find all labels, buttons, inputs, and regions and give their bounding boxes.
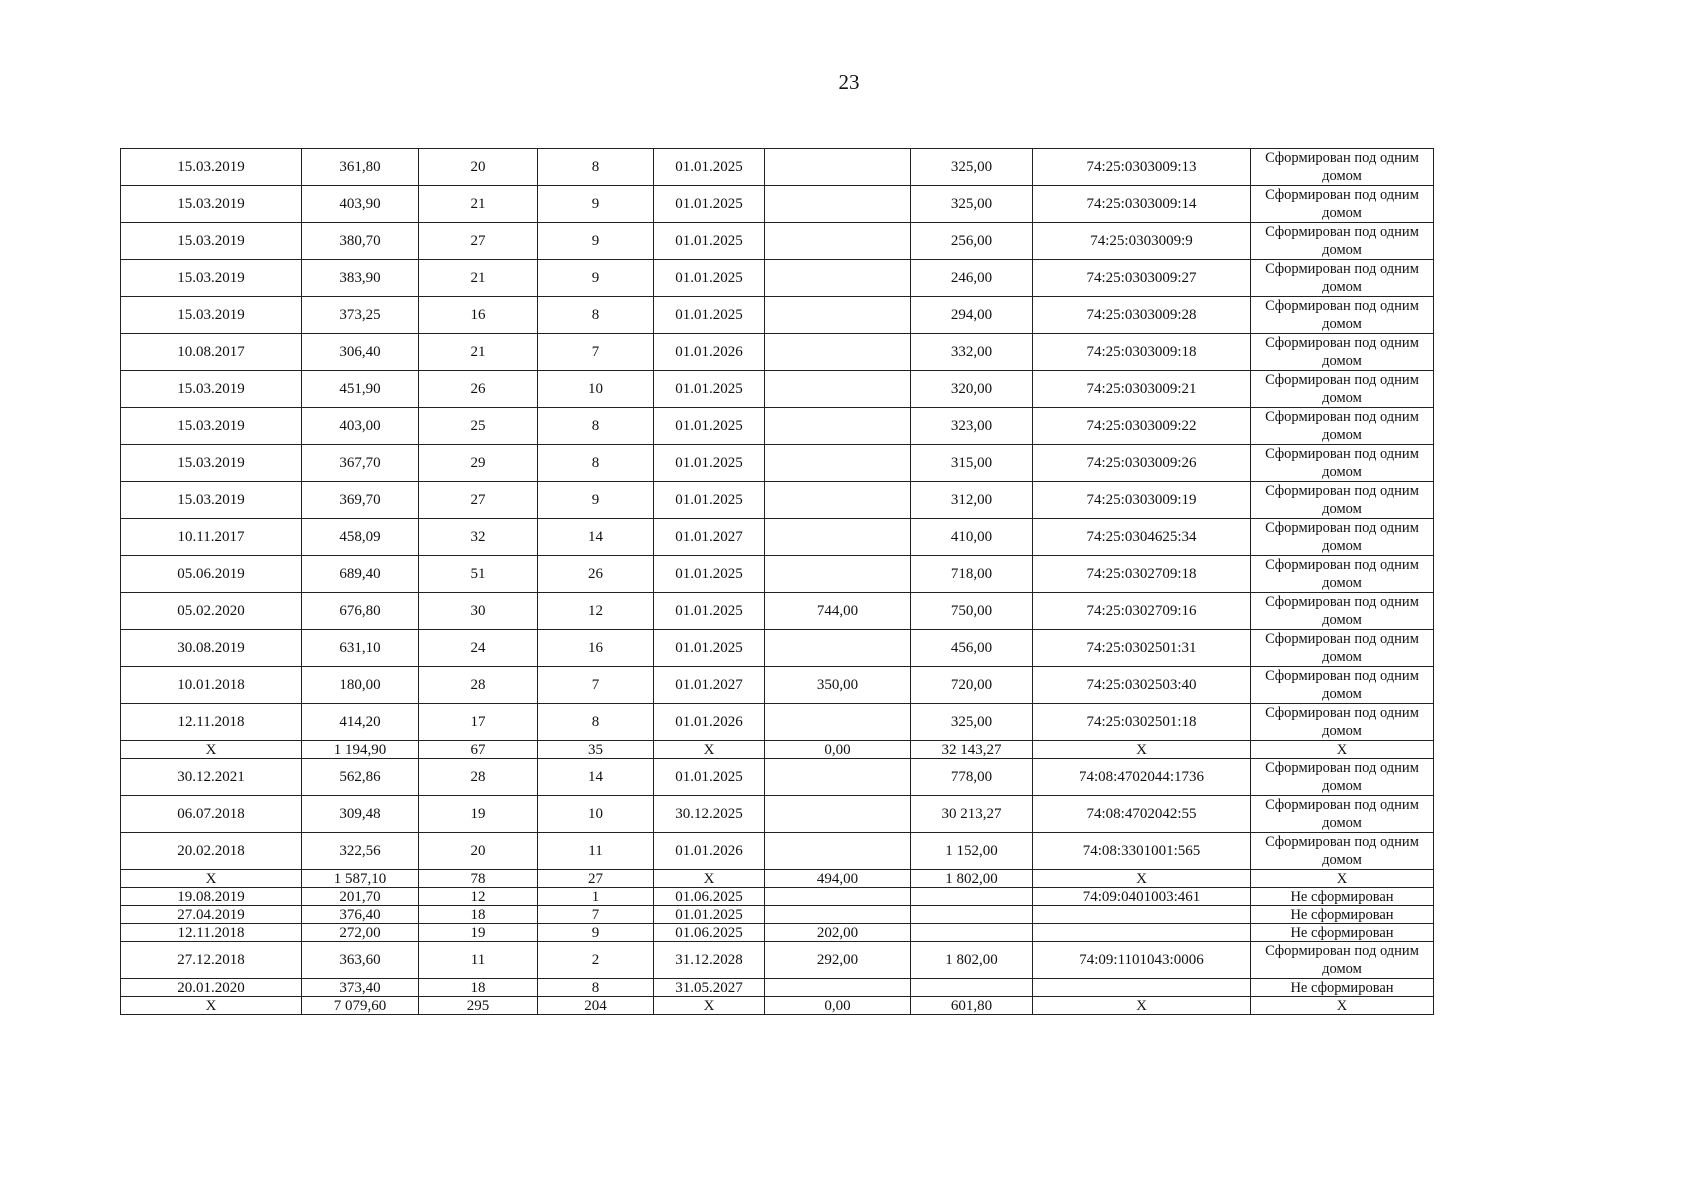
cell-count-a: 78 — [419, 870, 538, 888]
table-row — [121, 667, 1434, 704]
cell-status: Сформирован под одним домом — [1251, 796, 1434, 833]
cell-count-a: 28 — [419, 759, 538, 796]
cell-count-b: 14 — [538, 519, 654, 556]
cell-amount — [765, 888, 911, 906]
cell-date: 15.03.2019 — [121, 260, 302, 297]
cell-deadline: 01.01.2027 — [654, 667, 765, 704]
table-row — [121, 445, 1434, 482]
cell-value: 601,80 — [911, 997, 1033, 1015]
cell-count-a: 17 — [419, 704, 538, 741]
cell-date: 27.12.2018 — [121, 942, 302, 979]
cell-value: 312,00 — [911, 482, 1033, 519]
cell-date: 15.03.2019 — [121, 482, 302, 519]
cell-value: 30 213,27 — [911, 796, 1033, 833]
cell-amount — [765, 371, 911, 408]
cell-area: 201,70 — [302, 888, 419, 906]
cell-date: 10.08.2017 — [121, 334, 302, 371]
cell-deadline: X — [654, 997, 765, 1015]
page-number: 23 — [838, 70, 860, 94]
cell-count-b: 7 — [538, 334, 654, 371]
cell-status: Сформирован под одним домом — [1251, 186, 1434, 223]
cell-deadline: 01.01.2025 — [654, 371, 765, 408]
table-row — [121, 796, 1434, 833]
cell-deadline: 01.01.2025 — [654, 186, 765, 223]
cell-date: 15.03.2019 — [121, 371, 302, 408]
cell-area: 676,80 — [302, 593, 419, 630]
cell-area: 376,40 — [302, 906, 419, 924]
cell-deadline: 01.01.2025 — [654, 593, 765, 630]
cell-date: 15.03.2019 — [121, 223, 302, 260]
cell-count-a: 27 — [419, 223, 538, 260]
cell-deadline: 01.06.2025 — [654, 924, 765, 942]
cell-count-b: 1 — [538, 888, 654, 906]
cell-cadastral-number: 74:25:0303009:22 — [1033, 408, 1251, 445]
cell-count-b: 8 — [538, 149, 654, 186]
cell-count-a: 27 — [419, 482, 538, 519]
cell-status: Сформирован под одним домом — [1251, 334, 1434, 371]
cell-date: 19.08.2019 — [121, 888, 302, 906]
cell-deadline: 01.01.2025 — [654, 297, 765, 334]
cell-amount: 350,00 — [765, 667, 911, 704]
cell-value: 325,00 — [911, 149, 1033, 186]
cell-date: 20.01.2020 — [121, 979, 302, 997]
table-row — [121, 482, 1434, 519]
cell-date: 20.02.2018 — [121, 833, 302, 870]
cell-amount — [765, 630, 911, 667]
cell-cadastral-number: 74:25:0303009:18 — [1033, 334, 1251, 371]
cell-count-a: 20 — [419, 833, 538, 870]
cell-count-a: 12 — [419, 888, 538, 906]
table-row — [121, 759, 1434, 796]
cell-area: 306,40 — [302, 334, 419, 371]
cell-count-a: 20 — [419, 149, 538, 186]
cell-date: 05.06.2019 — [121, 556, 302, 593]
cell-count-a: 11 — [419, 942, 538, 979]
cell-count-a: 25 — [419, 408, 538, 445]
table-row — [121, 408, 1434, 445]
cell-count-a: 24 — [419, 630, 538, 667]
cell-status: Сформирован под одним домом — [1251, 833, 1434, 870]
cell-amount: 0,00 — [765, 741, 911, 759]
cell-amount — [765, 796, 911, 833]
cell-count-a: 21 — [419, 186, 538, 223]
cell-date: 30.08.2019 — [121, 630, 302, 667]
cell-area: 451,90 — [302, 371, 419, 408]
cell-count-b: 27 — [538, 870, 654, 888]
cell-status: X — [1251, 741, 1434, 759]
cell-area: 403,00 — [302, 408, 419, 445]
table-row — [121, 924, 1434, 942]
cell-count-b: 9 — [538, 223, 654, 260]
cell-count-b: 2 — [538, 942, 654, 979]
cell-count-a: 21 — [419, 260, 538, 297]
table-row — [121, 186, 1434, 223]
cell-count-b: 9 — [538, 260, 654, 297]
table-row — [121, 297, 1434, 334]
cell-count-a: 19 — [419, 924, 538, 942]
cell-count-b: 8 — [538, 445, 654, 482]
cell-deadline: X — [654, 870, 765, 888]
cell-amount — [765, 408, 911, 445]
table-row — [121, 888, 1434, 906]
cell-cadastral-number: 74:25:0303009:26 — [1033, 445, 1251, 482]
cell-cadastral-number: 74:08:4702042:55 — [1033, 796, 1251, 833]
cell-count-b: 35 — [538, 741, 654, 759]
cell-date: 30.12.2021 — [121, 759, 302, 796]
cell-date: 15.03.2019 — [121, 297, 302, 334]
cell-deadline: X — [654, 741, 765, 759]
cell-amount — [765, 704, 911, 741]
cell-deadline: 01.01.2025 — [654, 408, 765, 445]
cell-amount — [765, 334, 911, 371]
cell-area: 363,60 — [302, 942, 419, 979]
table-row — [121, 906, 1434, 924]
cell-value: 256,00 — [911, 223, 1033, 260]
table-row — [121, 556, 1434, 593]
cell-status: Сформирован под одним домом — [1251, 630, 1434, 667]
cell-value: 410,00 — [911, 519, 1033, 556]
cell-value: 32 143,27 — [911, 741, 1033, 759]
cell-deadline: 01.01.2025 — [654, 759, 765, 796]
cell-cadastral-number: 74:25:0302501:18 — [1033, 704, 1251, 741]
cell-date: 15.03.2019 — [121, 408, 302, 445]
cell-area: 180,00 — [302, 667, 419, 704]
cell-date: X — [121, 870, 302, 888]
cell-area: 631,10 — [302, 630, 419, 667]
cell-status: X — [1251, 997, 1434, 1015]
cell-area: 309,48 — [302, 796, 419, 833]
cell-status: Сформирован под одним домом — [1251, 942, 1434, 979]
cell-deadline: 01.01.2025 — [654, 149, 765, 186]
cell-count-b: 9 — [538, 186, 654, 223]
cell-count-a: 32 — [419, 519, 538, 556]
table-row — [121, 741, 1434, 759]
cell-status: Сформирован под одним домом — [1251, 667, 1434, 704]
cell-amount — [765, 519, 911, 556]
cell-count-a: 67 — [419, 741, 538, 759]
cell-date: 10.11.2017 — [121, 519, 302, 556]
cell-cadastral-number: 74:25:0303009:27 — [1033, 260, 1251, 297]
cell-deadline: 01.01.2026 — [654, 704, 765, 741]
cell-amount — [765, 297, 911, 334]
cell-count-a: 19 — [419, 796, 538, 833]
cell-status: Сформирован под одним домом — [1251, 371, 1434, 408]
table-body — [121, 149, 1434, 1015]
cell-status: Не сформирован — [1251, 888, 1434, 906]
cell-cadastral-number: 74:25:0303009:28 — [1033, 297, 1251, 334]
cell-count-a: 18 — [419, 906, 538, 924]
cell-count-b: 7 — [538, 906, 654, 924]
table-row — [121, 942, 1434, 979]
cell-value: 456,00 — [911, 630, 1033, 667]
cell-date: 27.04.2019 — [121, 906, 302, 924]
cell-cadastral-number: X — [1033, 997, 1251, 1015]
cell-date: 10.01.2018 — [121, 667, 302, 704]
cell-deadline: 01.01.2025 — [654, 260, 765, 297]
cell-status: Сформирован под одним домом — [1251, 408, 1434, 445]
cell-status: Сформирован под одним домом — [1251, 482, 1434, 519]
cell-value: 320,00 — [911, 371, 1033, 408]
cell-value: 246,00 — [911, 260, 1033, 297]
cell-date: 12.11.2018 — [121, 924, 302, 942]
cell-value: 718,00 — [911, 556, 1033, 593]
cell-deadline: 01.01.2027 — [654, 519, 765, 556]
cell-amount — [765, 759, 911, 796]
cell-deadline: 01.01.2025 — [654, 556, 765, 593]
cell-area: 562,86 — [302, 759, 419, 796]
cell-deadline: 01.06.2025 — [654, 888, 765, 906]
cell-cadastral-number: 74:25:0303009:14 — [1033, 186, 1251, 223]
cell-count-a: 18 — [419, 979, 538, 997]
cell-cadastral-number: 74:08:3301001:565 — [1033, 833, 1251, 870]
table-row — [121, 704, 1434, 741]
cell-cadastral-number: 74:25:0302709:16 — [1033, 593, 1251, 630]
table-row — [121, 223, 1434, 260]
cell-area: 7 079,60 — [302, 997, 419, 1015]
cell-date: X — [121, 741, 302, 759]
table-row — [121, 334, 1434, 371]
cell-amount: 744,00 — [765, 593, 911, 630]
cell-status: Сформирован под одним домом — [1251, 593, 1434, 630]
cell-count-a: 51 — [419, 556, 538, 593]
cell-amount — [765, 445, 911, 482]
table-row — [121, 519, 1434, 556]
cell-status: Сформирован под одним домом — [1251, 445, 1434, 482]
cell-area: 272,00 — [302, 924, 419, 942]
cell-date: 05.02.2020 — [121, 593, 302, 630]
cell-date: X — [121, 997, 302, 1015]
cell-count-b: 204 — [538, 997, 654, 1015]
cell-cadastral-number: X — [1033, 741, 1251, 759]
cell-cadastral-number: 74:09:0401003:461 — [1033, 888, 1251, 906]
cell-count-b: 9 — [538, 482, 654, 519]
cell-amount — [765, 833, 911, 870]
cell-status: X — [1251, 870, 1434, 888]
cell-status: Не сформирован — [1251, 906, 1434, 924]
cell-cadastral-number — [1033, 924, 1251, 942]
cell-status: Сформирован под одним домом — [1251, 149, 1434, 186]
cell-value: 323,00 — [911, 408, 1033, 445]
cell-count-a: 295 — [419, 997, 538, 1015]
cell-cadastral-number: 74:25:0303009:13 — [1033, 149, 1251, 186]
cell-area: 1 587,10 — [302, 870, 419, 888]
cell-area: 361,80 — [302, 149, 419, 186]
cell-date: 06.07.2018 — [121, 796, 302, 833]
cell-status: Сформирован под одним домом — [1251, 519, 1434, 556]
cell-amount: 494,00 — [765, 870, 911, 888]
cell-cadastral-number: 74:25:0302503:40 — [1033, 667, 1251, 704]
table-row — [121, 997, 1434, 1015]
cell-cadastral-number: 74:08:4702044:1736 — [1033, 759, 1251, 796]
cell-amount — [765, 186, 911, 223]
cell-cadastral-number — [1033, 906, 1251, 924]
cell-cadastral-number: 74:25:0304625:34 — [1033, 519, 1251, 556]
cell-count-b: 10 — [538, 371, 654, 408]
cell-cadastral-number: 74:25:0303009:9 — [1033, 223, 1251, 260]
cell-value — [911, 979, 1033, 997]
cell-count-b: 10 — [538, 796, 654, 833]
table-row — [121, 979, 1434, 997]
table-row — [121, 630, 1434, 667]
cell-amount: 292,00 — [765, 942, 911, 979]
table-row — [121, 833, 1434, 870]
cell-area: 383,90 — [302, 260, 419, 297]
cell-value: 315,00 — [911, 445, 1033, 482]
cell-value — [911, 924, 1033, 942]
cell-count-b: 8 — [538, 297, 654, 334]
cell-status: Сформирован под одним домом — [1251, 223, 1434, 260]
cell-value: 1 802,00 — [911, 870, 1033, 888]
cell-status: Сформирован под одним домом — [1251, 260, 1434, 297]
cell-count-b: 8 — [538, 979, 654, 997]
cell-area: 403,90 — [302, 186, 419, 223]
cell-deadline: 31.12.2028 — [654, 942, 765, 979]
table-row — [121, 870, 1434, 888]
cell-count-a: 16 — [419, 297, 538, 334]
cell-deadline: 01.01.2026 — [654, 833, 765, 870]
table-row — [121, 260, 1434, 297]
cell-count-a: 30 — [419, 593, 538, 630]
cell-cadastral-number: X — [1033, 870, 1251, 888]
cell-deadline: 01.01.2025 — [654, 223, 765, 260]
cell-deadline: 31.05.2027 — [654, 979, 765, 997]
cell-value: 325,00 — [911, 704, 1033, 741]
cell-count-b: 16 — [538, 630, 654, 667]
cell-count-a: 28 — [419, 667, 538, 704]
cell-count-b: 8 — [538, 704, 654, 741]
cell-area: 689,40 — [302, 556, 419, 593]
cell-value: 294,00 — [911, 297, 1033, 334]
cell-cadastral-number: 74:25:0302709:18 — [1033, 556, 1251, 593]
cell-area: 367,70 — [302, 445, 419, 482]
cell-status: Сформирован под одним домом — [1251, 297, 1434, 334]
cell-cadastral-number — [1033, 979, 1251, 997]
cell-value: 750,00 — [911, 593, 1033, 630]
cell-value: 778,00 — [911, 759, 1033, 796]
cell-area: 414,20 — [302, 704, 419, 741]
cell-count-b: 11 — [538, 833, 654, 870]
cell-amount — [765, 556, 911, 593]
cell-value: 325,00 — [911, 186, 1033, 223]
cell-amount: 202,00 — [765, 924, 911, 942]
cell-area: 322,56 — [302, 833, 419, 870]
cell-cadastral-number: 74:25:0302501:31 — [1033, 630, 1251, 667]
cell-value — [911, 888, 1033, 906]
cell-value: 332,00 — [911, 334, 1033, 371]
cell-count-b: 9 — [538, 924, 654, 942]
cell-count-b: 7 — [538, 667, 654, 704]
cell-deadline: 01.01.2025 — [654, 482, 765, 519]
cell-area: 380,70 — [302, 223, 419, 260]
cell-date: 15.03.2019 — [121, 445, 302, 482]
cell-count-b: 14 — [538, 759, 654, 796]
table-row — [121, 371, 1434, 408]
cell-cadastral-number: 74:09:1101043:0006 — [1033, 942, 1251, 979]
cell-area: 369,70 — [302, 482, 419, 519]
cell-cadastral-number: 74:25:0303009:19 — [1033, 482, 1251, 519]
cell-count-a: 21 — [419, 334, 538, 371]
cell-area: 1 194,90 — [302, 741, 419, 759]
cell-area: 373,25 — [302, 297, 419, 334]
cell-area: 458,09 — [302, 519, 419, 556]
cell-amount — [765, 979, 911, 997]
cell-amount — [765, 482, 911, 519]
cell-date: 15.03.2019 — [121, 149, 302, 186]
cell-deadline: 01.01.2025 — [654, 445, 765, 482]
table-row — [121, 593, 1434, 630]
cell-count-a: 26 — [419, 371, 538, 408]
cell-cadastral-number: 74:25:0303009:21 — [1033, 371, 1251, 408]
cell-status: Не сформирован — [1251, 924, 1434, 942]
cell-amount — [765, 906, 911, 924]
cell-count-b: 26 — [538, 556, 654, 593]
cell-status: Сформирован под одним домом — [1251, 704, 1434, 741]
data-table — [120, 148, 1434, 1015]
cell-value: 720,00 — [911, 667, 1033, 704]
cell-amount — [765, 260, 911, 297]
cell-count-b: 12 — [538, 593, 654, 630]
cell-area: 373,40 — [302, 979, 419, 997]
cell-count-a: 29 — [419, 445, 538, 482]
cell-deadline: 30.12.2025 — [654, 796, 765, 833]
cell-value: 1 152,00 — [911, 833, 1033, 870]
cell-count-b: 8 — [538, 408, 654, 445]
cell-status: Сформирован под одним домом — [1251, 556, 1434, 593]
cell-value: 1 802,00 — [911, 942, 1033, 979]
cell-amount — [765, 149, 911, 186]
cell-amount — [765, 223, 911, 260]
table-row — [121, 149, 1434, 186]
cell-deadline: 01.01.2025 — [654, 630, 765, 667]
cell-date: 12.11.2018 — [121, 704, 302, 741]
cell-date: 15.03.2019 — [121, 186, 302, 223]
cell-deadline: 01.01.2025 — [654, 906, 765, 924]
cell-amount: 0,00 — [765, 997, 911, 1015]
cell-status: Не сформирован — [1251, 979, 1434, 997]
cell-value — [911, 906, 1033, 924]
cell-deadline: 01.01.2026 — [654, 334, 765, 371]
cell-status: Сформирован под одним домом — [1251, 759, 1434, 796]
